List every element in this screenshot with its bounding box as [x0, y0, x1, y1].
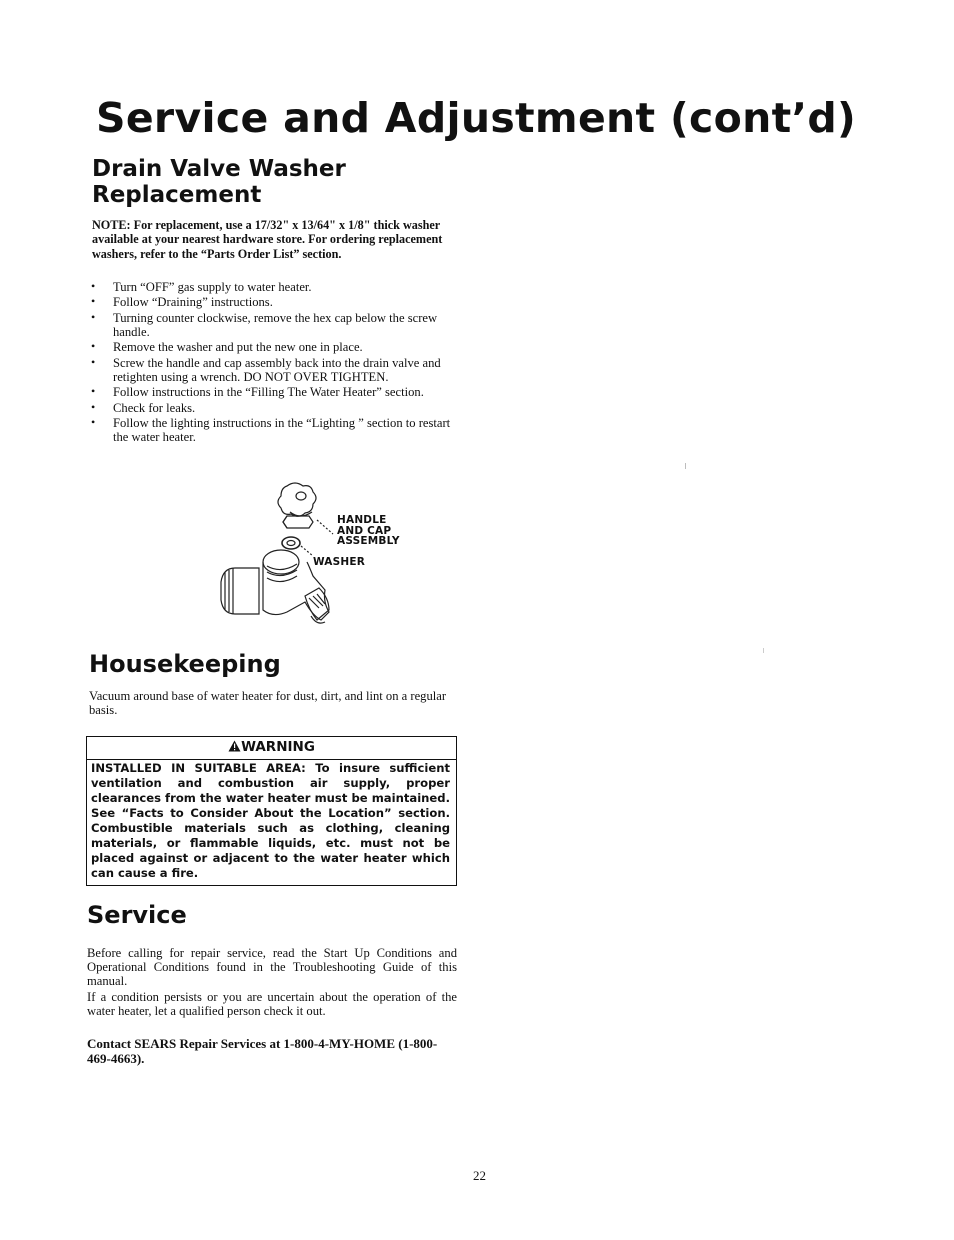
callout-handle-line1: HANDLE — [337, 514, 387, 526]
warning-triangle-icon — [228, 740, 241, 752]
warning-heading-text: WARNING — [241, 739, 315, 755]
service-paragraph-1: Before calling for repair service, read the Start Up Conditions and Operational Conditions found in the Troubleshooting Guide of this manual. — [87, 946, 457, 989]
callout-handle-line3: ASSEMBLY — [337, 535, 400, 547]
warning-heading — [87, 739, 456, 755]
step-item: • Follow the lighting instructions in the “Lighting ” section to restart the water heater. — [91, 416, 467, 445]
handle-knob — [278, 483, 316, 516]
warning-box — [86, 736, 457, 886]
scan-mark — [685, 463, 686, 469]
service-text — [87, 946, 457, 1020]
hex-cap — [283, 516, 313, 528]
step-item: • Check for leaks. — [91, 401, 467, 415]
drain-valve-section-title — [92, 157, 472, 209]
valve-body — [221, 568, 259, 614]
warning-text: INSTALLED IN SUITABLE AREA: To insure sufficient ventilation and combustion air supply, proper clearances from the water heater must be maintained. See “Facts to Consider About the Location” section. Combustible materials such as clothing, cleaning materials, or flammable liquids, etc. must not be placed against or adjacent to the water heater which can cause a fire. — [91, 761, 450, 881]
warning-divider — [87, 759, 456, 760]
callout-washer: WASHER — [313, 556, 366, 568]
step-item: • Turn “OFF” gas supply to water heater. — [91, 280, 467, 294]
callout-handle-cap-assembly — [337, 515, 427, 547]
washer-ring — [282, 537, 300, 549]
drain-valve-illustration — [195, 476, 395, 636]
step-item: • Follow “Draining” instructions. — [91, 295, 467, 309]
housekeeping-title: Housekeeping — [89, 650, 281, 678]
replacement-note: NOTE: For replacement, use a 17/32" x 13/64" x 1/8" thick washer available at your nearest hardware store. For ordering replacement washers, refer to the “Parts Order List” section. — [92, 218, 443, 261]
service-title: Service — [87, 901, 187, 929]
callout-handle-line2: AND CAP — [337, 524, 392, 537]
service-contact: Contact SEARS Repair Services at 1-800-4-MY-HOME (1-800-469-4663). — [87, 1036, 438, 1066]
drain-valve-steps — [91, 280, 467, 446]
scan-mark — [763, 648, 764, 653]
step-item: • Screw the handle and cap assembly back into the drain valve and retighten using a wrench. DO NOT OVER TIGHTEN. — [91, 356, 467, 385]
service-paragraph-2: If a condition persists or you are uncertain about the operation of the water heater, let a qualified person check it out. — [87, 990, 457, 1019]
housekeeping-text: Vacuum around base of water heater for dust, dirt, and lint on a regular basis. — [89, 689, 447, 718]
step-item: • Follow instructions in the “Filling The Water Heater” section. — [91, 385, 467, 399]
drain-valve-title-line2: Replacement — [92, 181, 262, 208]
page-title: Service and Adjustment (cont’d) — [96, 94, 857, 142]
step-item: • Remove the washer and put the new one in place. — [91, 340, 467, 354]
step-item: • Turning counter clockwise, remove the hex cap below the screw handle. — [91, 311, 467, 340]
drain-valve-title-line1: Drain Valve Washer — [92, 156, 346, 182]
page-number: 22 — [473, 1168, 486, 1183]
